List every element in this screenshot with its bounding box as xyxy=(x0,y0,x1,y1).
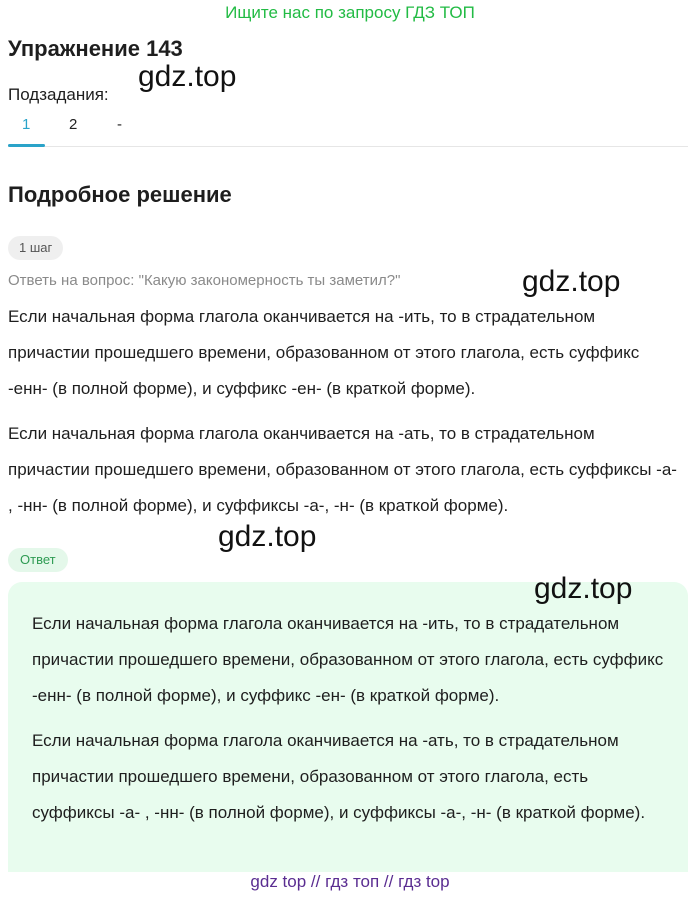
footer-links: gdz top // гдз топ // гдз top xyxy=(250,872,450,891)
answer-paragraph: Если начальная форма глагола оканчивается на -ить, то в страдательном причастии прошедшего времени, образованном от этого глагола, есть суффикс -енн- (в полной форме), и суффикс -ен- (в краткой форме). xyxy=(32,614,664,705)
tabs-divider xyxy=(8,146,688,147)
answer-paragraph: Если начальная форма глагола оканчивается на -ать, то в страдательном причастии прошедшего времени, образованном от этого глагола, есть суффиксы -а- , -нн- (в полной форме), и суффиксы -а-, -н- (в краткой форме). xyxy=(32,731,646,822)
solution-title: Подробное решение xyxy=(8,182,232,207)
promo-banner: Ищите нас по запросу ГДЗ ТОП xyxy=(225,3,475,22)
step-badge: 1 шаг xyxy=(8,236,63,260)
watermark: gdz.top xyxy=(138,60,237,93)
watermark: gdz.top xyxy=(534,572,633,605)
active-tab-indicator xyxy=(8,144,45,147)
tab-subtask-2[interactable]: 2 xyxy=(69,116,78,133)
watermark: gdz.top xyxy=(218,520,317,553)
page-title: Упражнение 143 xyxy=(8,36,183,61)
solution-paragraph: Если начальная форма глагола оканчивается на -ить, то в страдательном причастии прошедшего времени, образованном от этого глагола, есть суффикс -енн- (в полной форме), и суффикс -ен- (в краткой форме). xyxy=(8,307,640,398)
answer-badge: Ответ xyxy=(8,548,68,572)
solution-paragraph: Если начальная форма глагола оканчивается на -ать, то в страдательном причастии прошедшего времени, образованном от этого глагола, есть суффиксы -а- , -нн- (в полной форме), и суффиксы -а-, -н- (в краткой форме). xyxy=(8,424,677,515)
answer-box xyxy=(8,582,688,872)
tab-subtask-3[interactable]: - xyxy=(117,116,122,133)
watermark: gdz.top xyxy=(522,265,621,298)
step-question: Ответь на вопрос: "Какую закономерность ты заметил?" xyxy=(8,272,401,289)
tab-subtask-1[interactable]: 1 xyxy=(22,116,31,133)
subtasks-label: Подзадания: xyxy=(8,85,109,104)
